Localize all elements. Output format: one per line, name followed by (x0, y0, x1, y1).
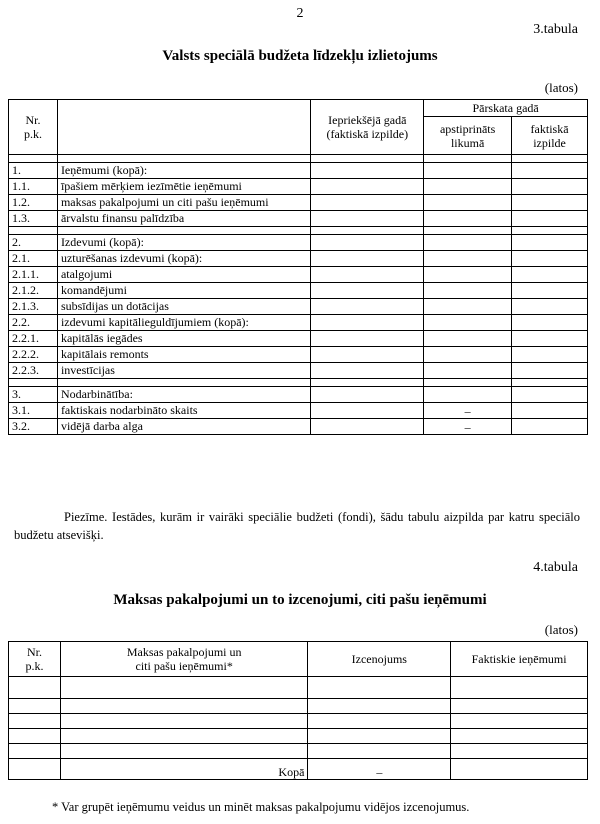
header-prev-year: Iepriekšējā gadā (faktiskā izpilde) (311, 100, 424, 155)
row-approved (424, 299, 512, 315)
row-nr: 2.2. (9, 315, 58, 331)
table-row (9, 211, 588, 227)
row-approved (424, 195, 512, 211)
table-row (9, 363, 588, 379)
row-prev-year (311, 195, 424, 211)
table-row (9, 267, 588, 283)
row-prev-year (311, 163, 424, 179)
row-actual (512, 235, 588, 251)
row-actual (512, 347, 588, 363)
empty-cell (60, 744, 308, 759)
empty-cell (60, 699, 308, 714)
table-row (9, 283, 588, 299)
empty-cell (60, 714, 308, 729)
row-nr: 2.1. (9, 251, 58, 267)
gap-cell (424, 155, 512, 163)
row-actual (512, 211, 588, 227)
row-approved (424, 163, 512, 179)
table3-ref: 3.tabula (533, 22, 578, 37)
empty-cell (308, 677, 451, 699)
row-label: izdevumi kapitālieguldījumiem (kopā): (57, 315, 310, 331)
row-actual (512, 251, 588, 267)
table-row (9, 744, 588, 759)
table4-unit: (latos) (544, 622, 578, 637)
table-row (9, 677, 588, 699)
gap-cell (9, 379, 58, 387)
table-row (9, 714, 588, 729)
empty-cell (451, 744, 588, 759)
row-actual (512, 283, 588, 299)
table-row (9, 163, 588, 179)
table3-title: Valsts speciālā budžeta līdzekļu izlietojums (162, 48, 438, 64)
table4-title: Maksas pakalpojumi un to izcenojumi, citi pašu ieņēmumi (113, 592, 487, 608)
row-prev-year (311, 179, 424, 195)
row-actual (512, 403, 588, 419)
row-approved (424, 347, 512, 363)
empty-cell (60, 677, 308, 699)
table3-note: Piezīme. Iestādes, kurām ir vairāki speciālie budžeti (fondi), šādu tabulu aizpilda par katru speciālo budžetu atsevišķi. (14, 510, 580, 542)
row-nr: 3.1. (9, 403, 58, 419)
row-label: īpašiem mērķiem iezīmētie ieņēmumi (57, 179, 310, 195)
row-nr: 2. (9, 235, 58, 251)
row-prev-year (311, 211, 424, 227)
row-actual (512, 299, 588, 315)
row-prev-year (311, 315, 424, 331)
table-row (9, 419, 588, 435)
gap-cell (311, 155, 424, 163)
gap-cell (57, 155, 310, 163)
header-nr: Nr. p.k. (9, 100, 58, 155)
row-nr: 3. (9, 387, 58, 403)
row-prev-year (311, 283, 424, 299)
gap-cell (311, 379, 424, 387)
row-nr: 1.1. (9, 179, 58, 195)
row-approved (424, 267, 512, 283)
row-nr: 1.3. (9, 211, 58, 227)
gap-cell (424, 379, 512, 387)
row-nr: 2.1.2. (9, 283, 58, 299)
row-nr: 2.2.1. (9, 331, 58, 347)
row-label: maksas pakalpojumi un citi pašu ieņēmumi (57, 195, 310, 211)
table-gap-row (9, 227, 588, 235)
row-actual (512, 331, 588, 347)
t4-header-actual-income: Faktiskie ieņēmumi (451, 642, 588, 677)
header-label-empty (57, 100, 310, 155)
row-label: vidējā darba alga (57, 419, 310, 435)
row-label: kapitālais remonts (57, 347, 310, 363)
empty-cell (9, 744, 61, 759)
row-nr: 1.2. (9, 195, 58, 211)
row-nr: 1. (9, 163, 58, 179)
empty-cell (451, 714, 588, 729)
table-row (9, 195, 588, 211)
table4 (8, 641, 588, 780)
table-row (9, 235, 588, 251)
row-prev-year (311, 331, 424, 347)
row-actual (512, 419, 588, 435)
total-pricing: – (308, 759, 451, 780)
row-approved (424, 235, 512, 251)
page-number: 2 (296, 6, 304, 21)
gap-cell (424, 227, 512, 235)
row-approved: – (424, 403, 512, 419)
empty-cell (308, 699, 451, 714)
header-approved: apstiprināts likumā (424, 117, 512, 155)
row-actual (512, 163, 588, 179)
row-approved (424, 363, 512, 379)
row-label: Nodarbinātība: (57, 387, 310, 403)
gap-cell (512, 379, 588, 387)
table-row (9, 315, 588, 331)
empty-cell (60, 729, 308, 744)
row-label: komandējumi (57, 283, 310, 299)
table4-footnote: * Var grupēt ieņēmumu veidus un minēt maksas pakalpojumu vidējos izcenojumus. (52, 800, 470, 814)
total-label: Kopā (60, 759, 308, 780)
row-label: atalgojumi (57, 267, 310, 283)
table-row (9, 299, 588, 315)
row-prev-year (311, 403, 424, 419)
row-prev-year (311, 363, 424, 379)
table-row (9, 179, 588, 195)
empty-cell (9, 699, 61, 714)
empty-cell (451, 677, 588, 699)
total-actual (451, 759, 588, 780)
gap-cell (9, 227, 58, 235)
row-approved (424, 331, 512, 347)
row-label: uzturēšanas izdevumi (kopā): (57, 251, 310, 267)
empty-cell (9, 729, 61, 744)
gap-cell (57, 379, 310, 387)
row-approved (424, 387, 512, 403)
row-prev-year (311, 347, 424, 363)
row-actual (512, 179, 588, 195)
table-row (9, 347, 588, 363)
row-nr: 2.1.3. (9, 299, 58, 315)
row-prev-year (311, 387, 424, 403)
empty-cell (451, 729, 588, 744)
table4-ref: 4.tabula (533, 560, 578, 575)
header-actual: faktiskā izpilde (512, 117, 588, 155)
gap-cell (311, 227, 424, 235)
t4-header-service: Maksas pakalpojumi un citi pašu ieņēmumi* (60, 642, 308, 677)
row-label: Izdevumi (kopā): (57, 235, 310, 251)
empty-cell (9, 677, 61, 699)
row-label: subsīdijas un dotācijas (57, 299, 310, 315)
row-actual (512, 267, 588, 283)
table-gap-row (9, 155, 588, 163)
row-approved (424, 211, 512, 227)
row-actual (512, 195, 588, 211)
row-actual (512, 387, 588, 403)
empty-cell (308, 714, 451, 729)
gap-cell (9, 155, 58, 163)
t4-header-nr: Nr. p.k. (9, 642, 61, 677)
row-label: kapitālās iegādes (57, 331, 310, 347)
total-row (9, 759, 588, 780)
row-label: ārvalstu finansu palīdzība (57, 211, 310, 227)
gap-cell (512, 155, 588, 163)
row-approved (424, 179, 512, 195)
row-actual (512, 315, 588, 331)
empty-cell (308, 729, 451, 744)
row-actual (512, 363, 588, 379)
row-label: faktiskais nodarbināto skaits (57, 403, 310, 419)
header-report-year: Pārskata gadā (424, 100, 588, 117)
row-prev-year (311, 267, 424, 283)
row-prev-year (311, 419, 424, 435)
row-prev-year (311, 251, 424, 267)
row-label: Ieņēmumi (kopā): (57, 163, 310, 179)
empty-cell (308, 744, 451, 759)
row-prev-year (311, 299, 424, 315)
table3-unit: (latos) (544, 80, 578, 95)
total-nr (9, 759, 61, 780)
table-gap-row (9, 379, 588, 387)
gap-cell (57, 227, 310, 235)
table-row (9, 251, 588, 267)
table-row (9, 387, 588, 403)
table-row (9, 331, 588, 347)
empty-cell (451, 699, 588, 714)
table-row (9, 699, 588, 714)
row-nr: 2.1.1. (9, 267, 58, 283)
row-approved (424, 251, 512, 267)
table3 (8, 99, 588, 435)
table-row (9, 403, 588, 419)
row-prev-year (311, 235, 424, 251)
row-nr: 2.2.2. (9, 347, 58, 363)
row-nr: 2.2.3. (9, 363, 58, 379)
row-nr: 3.2. (9, 419, 58, 435)
empty-cell (9, 714, 61, 729)
row-approved (424, 283, 512, 299)
row-approved: – (424, 419, 512, 435)
row-label: investīcijas (57, 363, 310, 379)
table-row (9, 729, 588, 744)
t4-header-pricing: Izcenojums (308, 642, 451, 677)
row-approved (424, 315, 512, 331)
gap-cell (512, 227, 588, 235)
